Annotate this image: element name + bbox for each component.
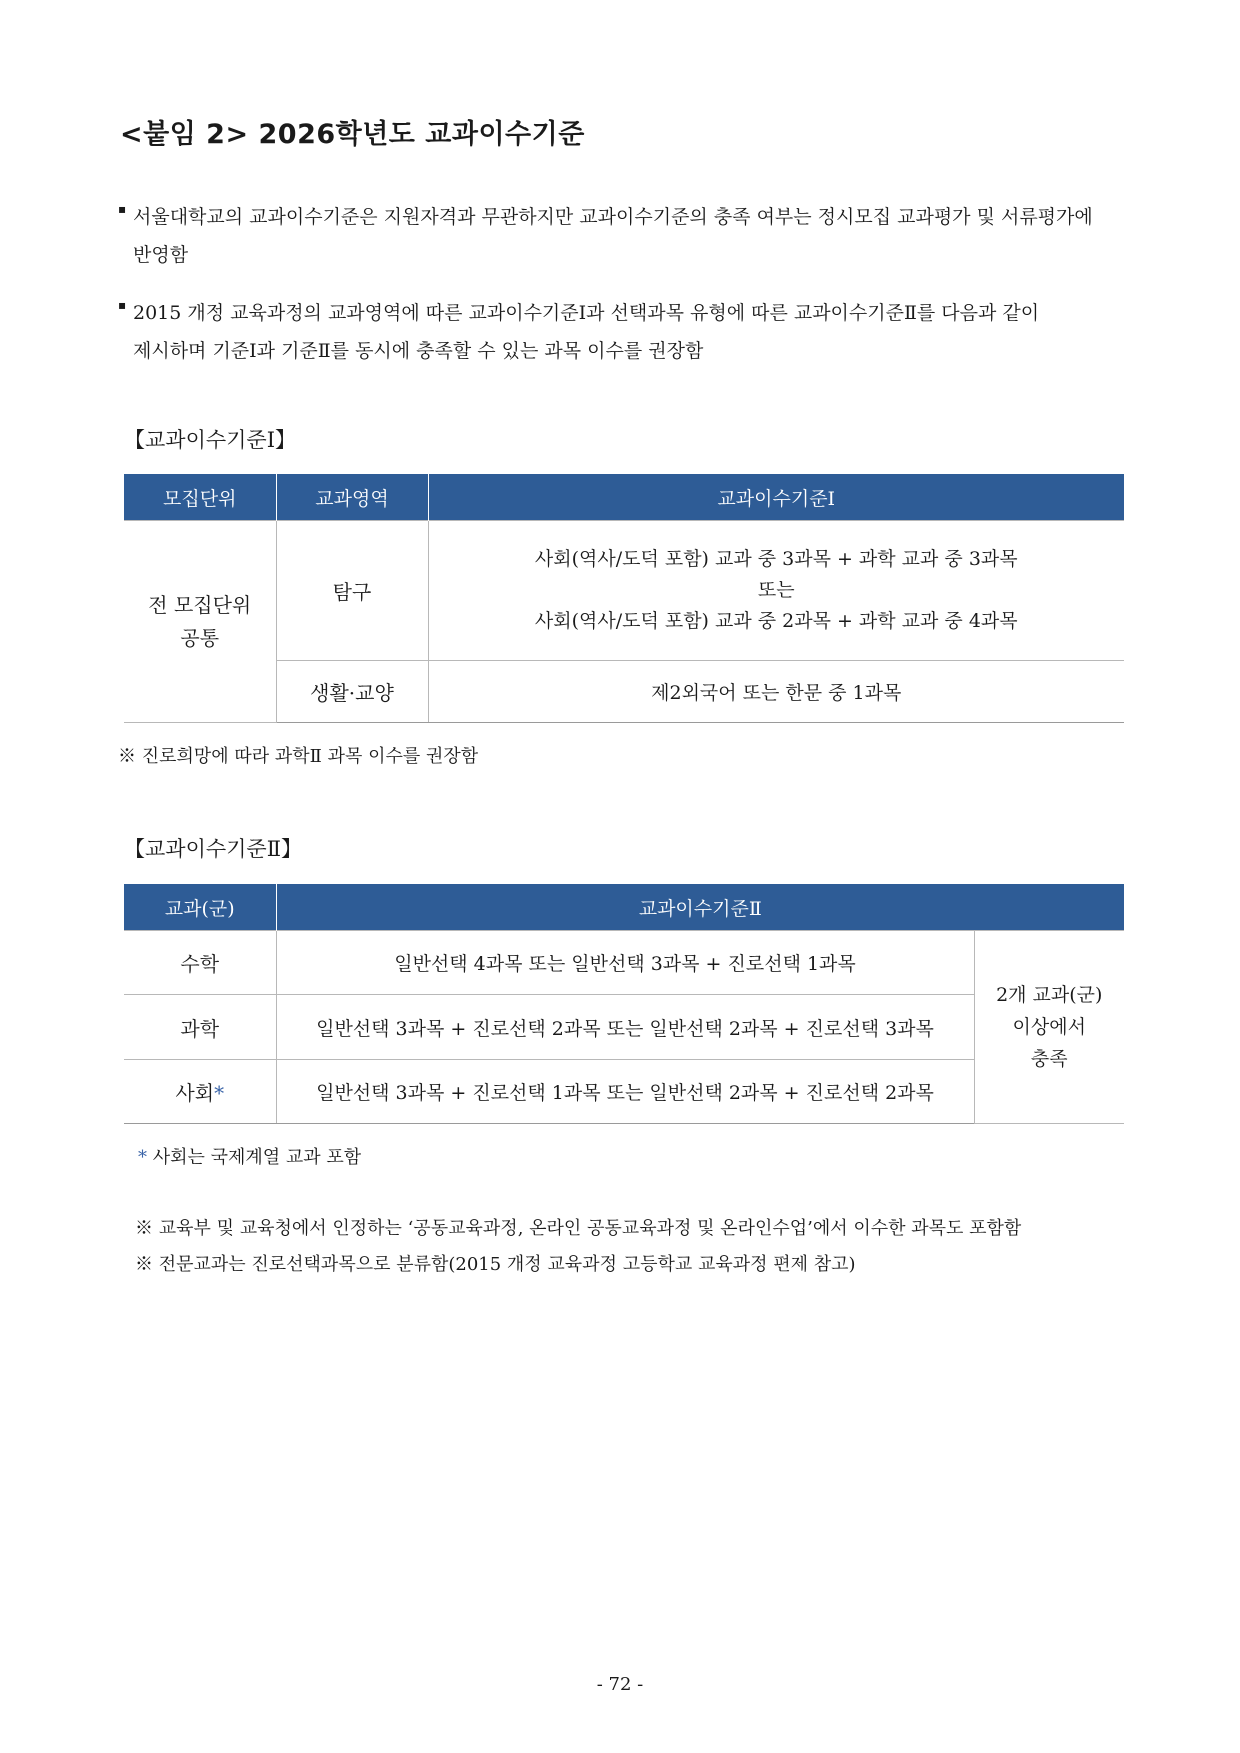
criteria-2-table — [124, 884, 1124, 1124]
criteria-line: 사회(역사/도덕 포함) 교과 중 2과목 + 과학 교과 중 4과목 — [534, 610, 1018, 632]
bullet-item — [118, 198, 1128, 274]
unit-line: 전 모집단위 — [148, 592, 252, 617]
header-unit: 모집단위 — [124, 474, 276, 521]
area-cell: 생활·교양 — [276, 661, 428, 723]
subject-label: 사회 — [175, 1081, 215, 1105]
requirement-line: 충족 — [1030, 1048, 1068, 1070]
square-bullet-icon: ▪ — [118, 298, 127, 312]
asterisk-icon: * — [214, 1081, 225, 1105]
criteria-line: 사회(역사/도덕 포함) 교과 중 3과목 + 과학 교과 중 3과목 — [534, 548, 1018, 570]
subject-cell — [124, 931, 276, 995]
criteria-1-heading: 【교과이수기준Ⅰ】 — [124, 428, 297, 452]
table-row — [124, 521, 1124, 661]
subject-cell — [124, 1060, 276, 1124]
unit-line: 공통 — [180, 625, 220, 650]
area-cell: 탐구 — [276, 521, 428, 661]
criteria-2-note: ※ 전문교과는 진로선택과목으로 분류함(2015 개정 교육과정 고등학교 교육과정 편제 참고) — [135, 1254, 856, 1275]
footnote-text: 사회는 국제계열 교과 포함 — [147, 1147, 362, 1168]
criteria-2-heading: 【교과이수기준Ⅱ】 — [124, 837, 302, 861]
header-criteria: 교과이수기준Ⅱ — [276, 884, 1124, 931]
page-title: <붙임 2> 2026학년도 교과이수기준 — [120, 119, 585, 150]
table-header-row — [124, 884, 1124, 931]
bullet-line: 서울대학교의 교과이수기준은 지원자격과 무관하지만 교과이수기준의 충족 여부는 정시모집 교과평가 및 서류평가에 — [133, 206, 1093, 228]
table-header-row — [124, 474, 1124, 521]
page-number: - 72 - — [596, 1674, 644, 1695]
header-subject: 교과(군) — [124, 884, 276, 931]
criteria-cell: 일반선택 4과목 또는 일반선택 3과목 + 진로선택 1과목 — [276, 931, 974, 995]
criteria-1-note: ※ 진로희망에 따라 과학Ⅱ 과목 이수를 권장함 — [118, 746, 479, 767]
subject-label: 과학 — [180, 1016, 220, 1041]
intro-bullets — [118, 198, 1128, 390]
unit-cell — [124, 521, 276, 723]
header-area: 교과영역 — [276, 474, 428, 521]
bullet-item — [118, 294, 1128, 370]
criteria-1-table — [124, 474, 1124, 723]
criteria-2-footnote — [138, 1143, 361, 1169]
requirement-cell — [974, 931, 1124, 1124]
criteria-cell: 일반선택 3과목 + 진로선택 1과목 또는 일반선택 2과목 + 진로선택 2과목 — [276, 1060, 974, 1124]
bullet-line: 제시하며 기준Ⅰ과 기준Ⅱ를 동시에 충족할 수 있는 과목 이수를 권장함 — [133, 340, 704, 362]
subject-label: 수학 — [180, 952, 220, 976]
header-criteria: 교과이수기준Ⅰ — [428, 474, 1124, 521]
criteria-cell — [428, 521, 1124, 661]
criteria-cell: 제2외국어 또는 한문 중 1과목 — [428, 661, 1124, 723]
table-row — [124, 931, 1124, 995]
criteria-cell: 일반선택 3과목 + 진로선택 2과목 또는 일반선택 2과목 + 진로선택 3과목 — [276, 995, 974, 1060]
criteria-line: 또는 — [757, 579, 795, 601]
requirement-line: 2개 교과(군) — [996, 984, 1103, 1006]
criteria-2-note: ※ 교육부 및 교육청에서 인정하는 ‘공동교육과정, 온라인 공동교육과정 및 온라인수업’에서 이수한 과목도 포함함 — [135, 1218, 1022, 1239]
subject-cell — [124, 995, 276, 1060]
bullet-line: 2015 개정 교육과정의 교과영역에 따른 교과이수기준Ⅰ과 선택과목 유형에 따른 교과이수기준Ⅱ를 다음과 같이 — [133, 302, 1040, 324]
bullet-line: 반영함 — [133, 244, 189, 266]
asterisk-icon: * — [138, 1147, 147, 1168]
requirement-line: 이상에서 — [1012, 1016, 1086, 1038]
square-bullet-icon: ▪ — [118, 202, 127, 216]
